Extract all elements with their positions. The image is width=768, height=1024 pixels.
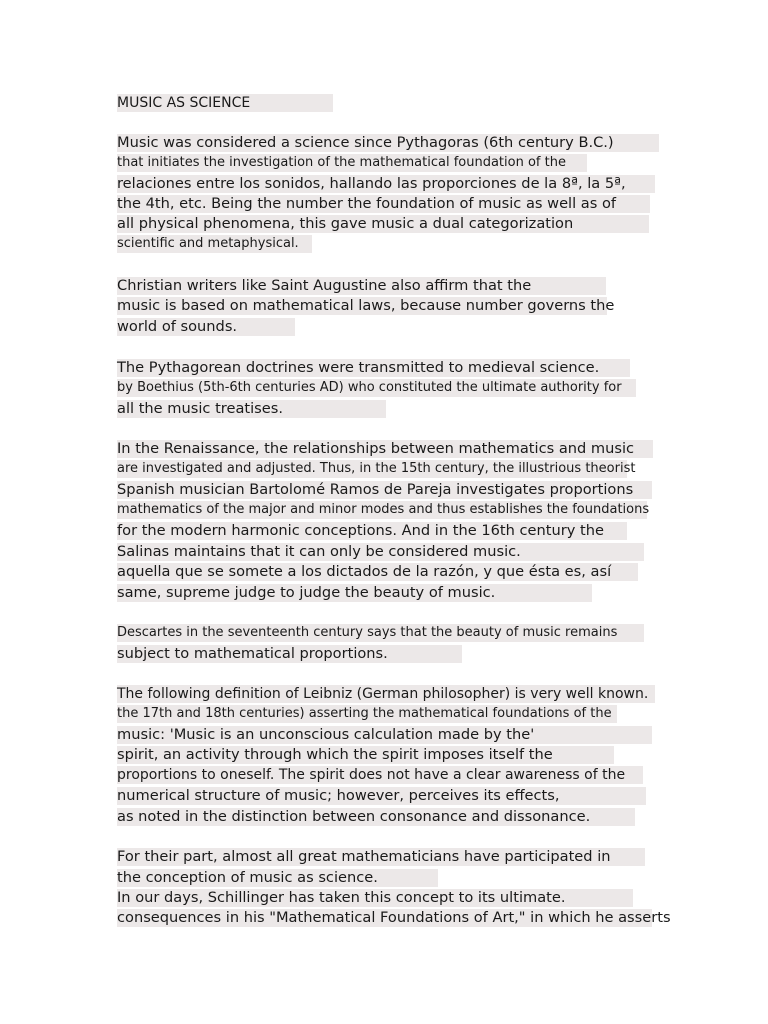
paragraph-line: scientific and metaphysical.: [117, 236, 299, 251]
paragraph-line: aquella que se somete a los dictados de la razón, y que ésta es, así: [117, 563, 612, 580]
paragraph-line: for the modern harmonic conceptions. And in the 16th century the: [117, 522, 604, 539]
paragraph-line: all physical phenomena, this gave music a dual categorization: [117, 215, 574, 232]
paragraph-line: the 17th and 18th centuries) asserting the mathematical foundations of the: [117, 706, 612, 721]
paragraph-line: For their part, almost all great mathematicians have participated in: [117, 848, 611, 865]
paragraph-line: proportions to oneself. The spirit does not have a clear awareness of the: [117, 767, 626, 783]
paragraph-line: relaciones entre los sonidos, hallando las proporciones de la 8ª, la 5ª,: [117, 175, 626, 192]
paragraph-line: world of sounds.: [117, 318, 238, 335]
paragraph-line: music is based on mathematical laws, because number governs the: [117, 297, 615, 314]
paragraph-line: by Boethius (5th-6th centuries AD) who constituted the ultimate authority for: [117, 380, 622, 395]
paragraph-line: same, supreme judge to judge the beauty of music.: [117, 584, 496, 601]
paragraph-line: all the music treatises.: [117, 400, 283, 417]
paragraph-line: Music was considered a science since Pythagoras (6th century B.C.): [117, 134, 614, 151]
document-title: MUSIC AS SCIENCE: [117, 95, 251, 111]
paragraph-line: subject to mathematical proportions.: [117, 645, 388, 662]
paragraph-line: mathematics of the major and minor modes and thus establishes the foundations: [117, 502, 650, 517]
paragraph-line: as noted in the distinction between consonance and dissonance.: [117, 808, 591, 825]
paragraph-line: numerical structure of music; however, perceives its effects,: [117, 787, 560, 804]
paragraph-line: The following definition of Leibniz (German philosopher) is very well known.: [117, 686, 649, 702]
paragraph-line: are investigated and adjusted. Thus, in the 15th century, the illustrious theorist: [117, 461, 636, 476]
paragraph-line: Salinas maintains that it can only be considered music.: [117, 543, 521, 560]
paragraph-line: spirit, an activity through which the spirit imposes itself the: [117, 746, 553, 763]
paragraph-line: Spanish musician Bartolomé Ramos de Pareja investigates proportions: [117, 481, 634, 498]
paragraph-line: The Pythagorean doctrines were transmitted to medieval science.: [117, 359, 600, 376]
paragraph-line: In our days, Schillinger has taken this concept to its ultimate.: [117, 889, 566, 906]
paragraph-line: the 4th, etc. Being the number the foundation of music as well as of: [117, 195, 617, 212]
paragraph-line: consequences in his "Mathematical Foundations of Art," in which he asserts: [117, 909, 671, 926]
paragraph-line: the conception of music as science.: [117, 869, 378, 886]
paragraph-line: music: 'Music is an unconscious calculation made by the': [117, 726, 535, 743]
paragraph-line: that initiates the investigation of the mathematical foundation of the: [117, 155, 566, 170]
paragraph-line: In the Renaissance, the relationships between mathematics and music: [117, 440, 635, 457]
paragraph-line: Christian writers like Saint Augustine also affirm that the: [117, 277, 532, 294]
paragraph-line: Descartes in the seventeenth century says that the beauty of music remains: [117, 625, 618, 640]
